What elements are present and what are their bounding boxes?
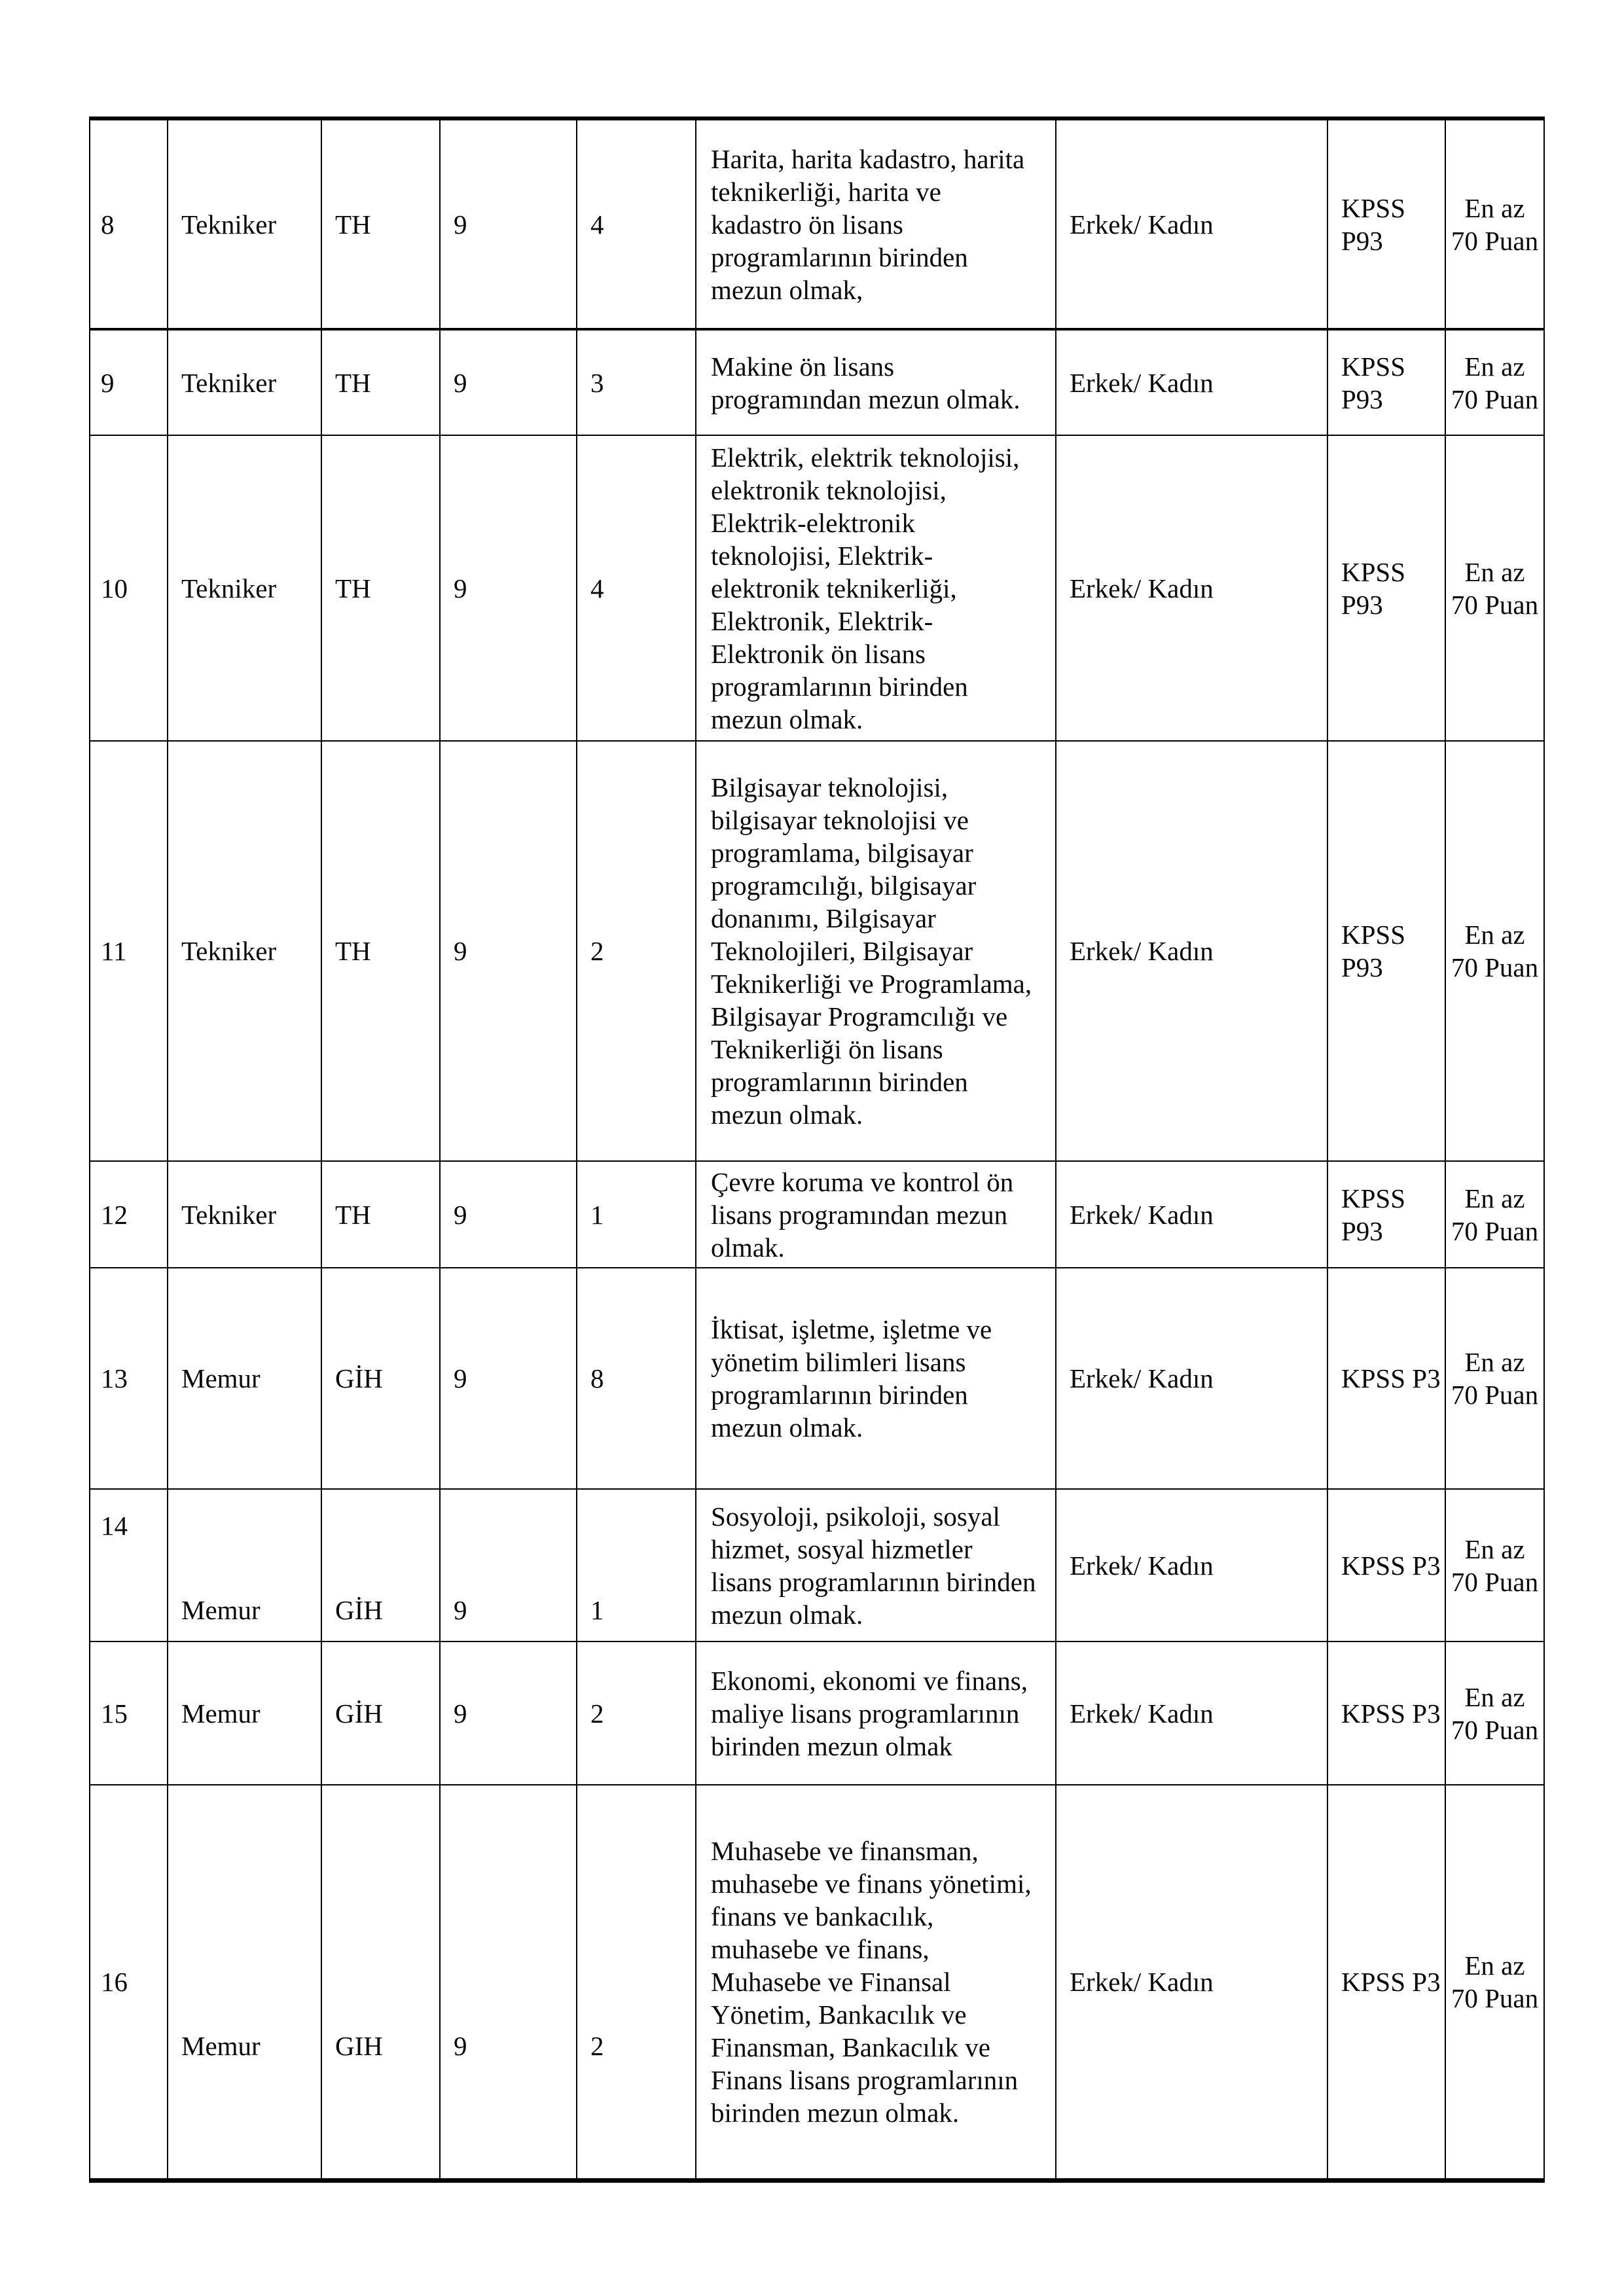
cell-kpss-type: KPSS P93 [1327,435,1445,741]
cell-class: GIH [321,1785,440,2180]
cell-title: Tekniker [168,1161,321,1268]
table-row [90,435,1544,741]
cell-count: 8 [577,1268,696,1489]
cell-minimum-score: En az 70 Puan [1445,741,1544,1161]
cell-minimum-score: En az 70 Puan [1445,1268,1544,1489]
table-row [90,1268,1544,1489]
cell-class: TH [321,741,440,1161]
cell-title: Tekniker [168,118,321,329]
cell-minimum-score: En az 70 Puan [1445,435,1544,741]
cell-count: 2 [577,741,696,1161]
cell-gender: Erkek/ Kadın [1056,741,1327,1161]
cell-title: Memur [168,1268,321,1489]
cell-kpss-type: KPSS P93 [1327,118,1445,329]
cell-education: Sosyoloji, psikoloji, sosyal hizmet, sosyal hizmetler lisans programlarının birinden mezun olmak. [696,1489,1056,1641]
cell-title: Memur [168,1489,321,1641]
cell-title: Memur [168,1641,321,1785]
cell-grade: 9 [440,435,577,741]
table-row [90,1489,1544,1641]
cell-grade: 9 [440,1641,577,1785]
cell-row-number: 9 [90,329,168,435]
cell-kpss-type: KPSS P93 [1327,1161,1445,1268]
cell-gender: Erkek/ Kadın [1056,118,1327,329]
cell-row-number: 8 [90,118,168,329]
cell-minimum-score: En az 70 Puan [1445,118,1544,329]
cell-row-number: 10 [90,435,168,741]
table-row [90,118,1544,329]
cell-kpss-type: KPSS P3 [1327,1268,1445,1489]
cell-gender: Erkek/ Kadın [1056,329,1327,435]
cell-title: Tekniker [168,435,321,741]
cell-row-number: 13 [90,1268,168,1489]
table-row [90,741,1544,1161]
cell-minimum-score: En az 70 Puan [1445,1161,1544,1268]
cell-class: GİH [321,1641,440,1785]
table-row [90,329,1544,435]
cell-education: Ekonomi, ekonomi ve finans, maliye lisans programlarının birinden mezun olmak [696,1641,1056,1785]
cell-count: 4 [577,118,696,329]
cell-education: İktisat, işletme, işletme ve yönetim bilimleri lisans programlarının birinden mezun olmak. [696,1268,1056,1489]
cell-class: GİH [321,1489,440,1641]
cell-grade: 9 [440,118,577,329]
table-row [90,1785,1544,2180]
cell-kpss-type: KPSS P93 [1327,741,1445,1161]
cell-count: 2 [577,1785,696,2180]
cell-row-number: 14 [90,1489,168,1641]
cell-kpss-type: KPSS P3 [1327,1641,1445,1785]
cell-title: Tekniker [168,741,321,1161]
cell-grade: 9 [440,1268,577,1489]
cell-gender: Erkek/ Kadın [1056,1161,1327,1268]
cell-count: 2 [577,1641,696,1785]
cell-education: Muhasebe ve finansman, muhasebe ve finans yönetimi, finans ve bankacılık, muhasebe ve finans, Muhasebe ve Finansal Yönetim, Bankacılık ve Finansman, Bankacılık ve Finans lisans programlarının birinden mezun olmak. [696,1785,1056,2180]
cell-gender: Erkek/ Kadın [1056,435,1327,741]
cell-gender: Erkek/ Kadın [1056,1641,1327,1785]
cell-count: 1 [577,1489,696,1641]
cell-gender: Erkek/ Kadın [1056,1785,1327,2180]
cell-education: Harita, harita kadastro, harita teknikerliği, harita ve kadastro ön lisans programlarının birinden mezun olmak, [696,118,1056,329]
vacancy-table [89,117,1545,2183]
cell-count: 3 [577,329,696,435]
table-row [90,1161,1544,1268]
cell-row-number: 16 [90,1785,168,2180]
cell-gender: Erkek/ Kadın [1056,1489,1327,1641]
cell-title: Memur [168,1785,321,2180]
cell-class: GİH [321,1268,440,1489]
cell-education: Elektrik, elektrik teknolojisi, elektronik teknolojisi, Elektrik-elektronik teknolojisi, Elektrik-elektronik teknikerliği, Elektronik, Elektrik-Elektronik ön lisans programlarının birinden mezun olmak. [696,435,1056,741]
cell-grade: 9 [440,1161,577,1268]
cell-class: TH [321,1161,440,1268]
cell-class: TH [321,329,440,435]
cell-grade: 9 [440,1785,577,2180]
cell-grade: 9 [440,329,577,435]
cell-minimum-score: En az 70 Puan [1445,329,1544,435]
cell-row-number: 15 [90,1641,168,1785]
cell-grade: 9 [440,1489,577,1641]
cell-kpss-type: KPSS P3 [1327,1785,1445,2180]
cell-count: 4 [577,435,696,741]
cell-minimum-score: En az 70 Puan [1445,1489,1544,1641]
cell-minimum-score: En az 70 Puan [1445,1785,1544,2180]
cell-class: TH [321,435,440,741]
cell-education: Makine ön lisans programından mezun olmak. [696,329,1056,435]
cell-class: TH [321,118,440,329]
cell-grade: 9 [440,741,577,1161]
cell-minimum-score: En az 70 Puan [1445,1641,1544,1785]
cell-row-number: 11 [90,741,168,1161]
cell-gender: Erkek/ Kadın [1056,1268,1327,1489]
cell-title: Tekniker [168,329,321,435]
cell-count: 1 [577,1161,696,1268]
cell-kpss-type: KPSS P3 [1327,1489,1445,1641]
cell-education: Çevre koruma ve kontrol ön lisans programından mezun olmak. [696,1161,1056,1268]
cell-education: Bilgisayar teknolojisi, bilgisayar teknolojisi ve programlama, bilgisayar programcılığı, bilgisayar donanımı, Bilgisayar Teknolojileri, Bilgisayar Teknikerliği ve Programlama, Bilgisayar Programcılığı ve Teknikerliği ön lisans programlarının birinden mezun olmak. [696,741,1056,1161]
cell-row-number: 12 [90,1161,168,1268]
table-row [90,1641,1544,1785]
cell-kpss-type: KPSS P93 [1327,329,1445,435]
